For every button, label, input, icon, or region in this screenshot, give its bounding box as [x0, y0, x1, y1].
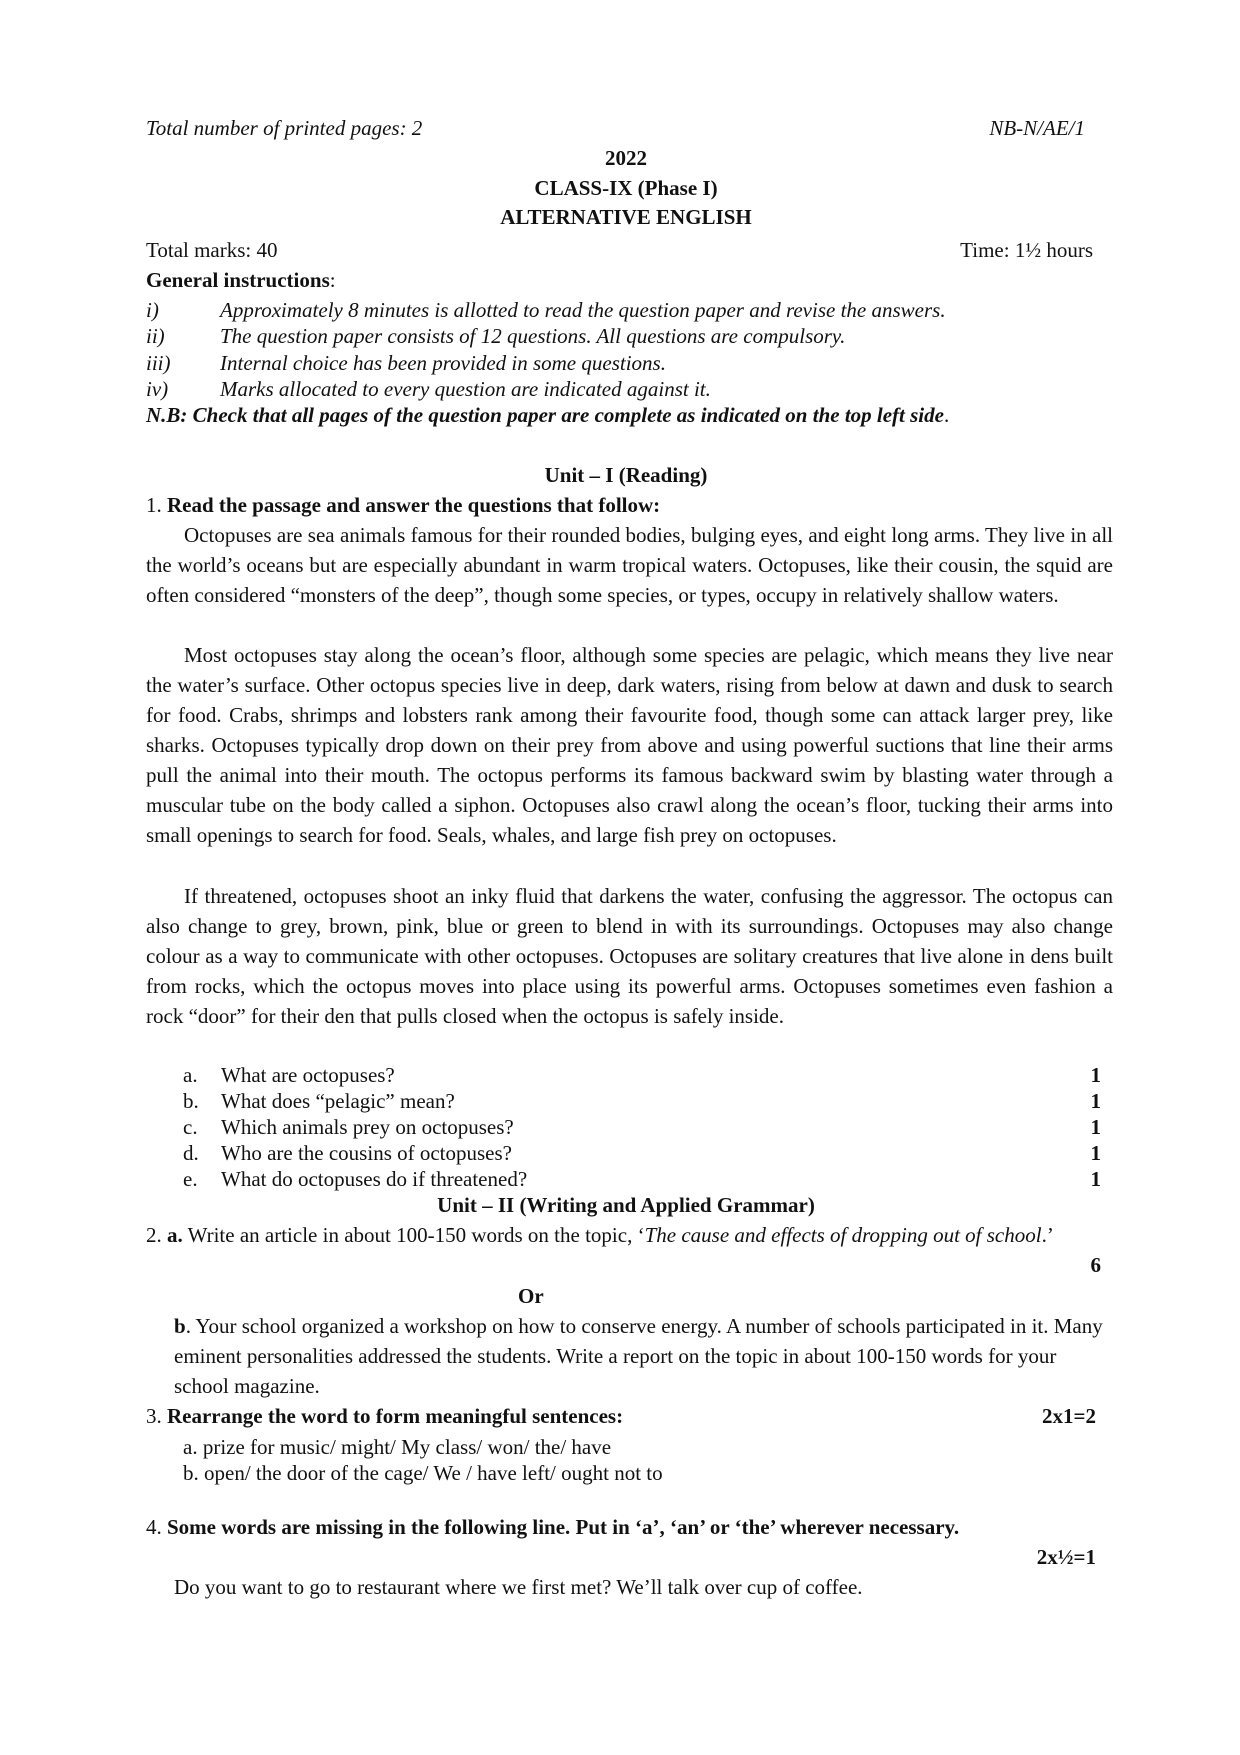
sub-question-letter: c.	[183, 1115, 198, 1139]
sub-question-letter: a.	[183, 1063, 198, 1087]
question-4-prompt: 4. Some words are missing in the following line. Put in ‘a’, ‘an’ or ‘the’ wherever necessary.	[146, 1515, 960, 1539]
sub-question-text: What does “pelagic” mean?	[221, 1089, 455, 1113]
sub-question-letter: e.	[183, 1167, 198, 1191]
instruction-text: Approximately 8 minutes is allotted to read the question paper and revise the answers.	[220, 298, 946, 322]
total-marks: Total marks: 40	[146, 238, 278, 262]
or-separator: Or	[518, 1284, 544, 1308]
paper-code: NB-N/AE/1	[989, 116, 1085, 140]
time-allowed: Time: 1½ hours	[960, 238, 1093, 262]
sub-question-marks: 1	[1090, 1115, 1101, 1139]
instruction-number: iii)	[146, 351, 171, 375]
question-4-text: Do you want to go to restaurant where we first met? We’ll talk over cup of coffee.	[174, 1575, 863, 1599]
question-2a-topic: The cause and effects of dropping out of school	[644, 1223, 1042, 1247]
class-title: CLASS-IX (Phase I)	[534, 176, 718, 200]
sub-question-letter: d.	[183, 1141, 199, 1165]
question-2-marks: 6	[1090, 1253, 1101, 1277]
sub-question-text: What do octopuses do if threatened?	[221, 1167, 528, 1191]
question-4-marks: 2x½=1	[1036, 1545, 1096, 1569]
subject-title: ALTERNATIVE ENGLISH	[500, 205, 752, 229]
instructions-heading: General instructions:	[146, 268, 336, 292]
instruction-number: ii)	[146, 324, 165, 348]
rearrange-item: b. open/ the door of the cage/ We / have left/ ought not to	[183, 1461, 663, 1485]
instruction-text: Marks allocated to every question are indicated against it.	[220, 377, 711, 401]
printed-pages-note: Total number of printed pages: 2	[146, 116, 423, 140]
rearrange-item: a. prize for music/ might/ My class/ won/ the/ have	[183, 1435, 612, 1459]
nb-note: N.B: Check that all pages of the question paper are complete as indicated on the top left side.	[146, 403, 950, 427]
instruction-number: i)	[146, 298, 159, 322]
exam-year: 2022	[605, 146, 647, 170]
question-1-prompt: 1. Read the passage and answer the questions that follow:	[146, 493, 661, 517]
passage-paragraph-2: Most octopuses stay along the ocean’s floor, although some species are pelagic, which means they live near the water’s surface. Other octopus species live in deep, dark waters, rising from below at dawn and dusk to search for food. Crabs, shrimps and lobsters rank among their favourite food, though some can attack larger prey, like sharks. Octopuses typically drop down on their prey from above and using powerful suctions that line their arms pull the animal into their mouth. The octopus performs its famous backward swim by blasting water through a muscular tube on the body called a siphon. Octopuses also crawl along the ocean’s floor, tucking their arms into small openings to search for food. Seals, whales, and large fish prey on octopuses.	[146, 643, 1113, 847]
sub-question-text: Who are the cousins of octopuses?	[221, 1141, 512, 1165]
unit-1-title: Unit – I (Reading)	[544, 463, 708, 487]
sub-question-text: What are octopuses?	[221, 1063, 395, 1087]
sub-question-marks: 1	[1090, 1167, 1101, 1191]
question-3-marks: 2x1=2	[1042, 1404, 1096, 1428]
unit-2-title: Unit – II (Writing and Applied Grammar)	[437, 1193, 815, 1217]
instruction-text: The question paper consists of 12 questions. All questions are compulsory.	[220, 324, 846, 348]
question-3-prompt: 3. Rearrange the word to form meaningful sentences:	[146, 1404, 624, 1428]
passage-paragraph-3: If threatened, octopuses shoot an inky fluid that darkens the water, confusing the aggressor. The octopus can also change to grey, brown, pink, blue or green to blend in with its surroundings. Octopuses may also change colour as a way to communicate with other octopuses. Octopuses are solitary creatures that live alone in dens built from rocks, which the octopus moves into place using its powerful arms. Octopuses sometimes even fashion a rock “door” for their den that pulls closed when the octopus is safely inside.	[146, 884, 1113, 1028]
passage-paragraph-1: Octopuses are sea animals famous for their rounded bodies, bulging eyes, and eight long arms. They live in all the world’s oceans but are especially abundant in warm tropical waters. Octopuses, like their cousin, the squid are often considered “monsters of the deep”, though some species, or types, occupy in relatively shallow waters.	[146, 523, 1113, 607]
instruction-text: Internal choice has been provided in some questions.	[220, 351, 666, 375]
instruction-number: iv)	[146, 377, 169, 401]
sub-question-marks: 1	[1090, 1063, 1101, 1087]
sub-question-marks: 1	[1090, 1089, 1101, 1113]
sub-question-letter: b.	[183, 1089, 199, 1113]
question-2a-line-1: 2. a. Write an article in about 100-150 words on the topic, ‘The cause and effects of dropping out of school.’	[146, 1223, 1054, 1247]
sub-question-text: Which animals prey on octopuses?	[221, 1115, 514, 1139]
sub-question-marks: 1	[1090, 1141, 1101, 1165]
question-2b: b. Your school organized a workshop on how to conserve energy. A number of schools participated in it. Many eminent personalities addressed the students. Write a report on the topic in about 100-150 words for your school magazine.	[174, 1314, 1103, 1398]
